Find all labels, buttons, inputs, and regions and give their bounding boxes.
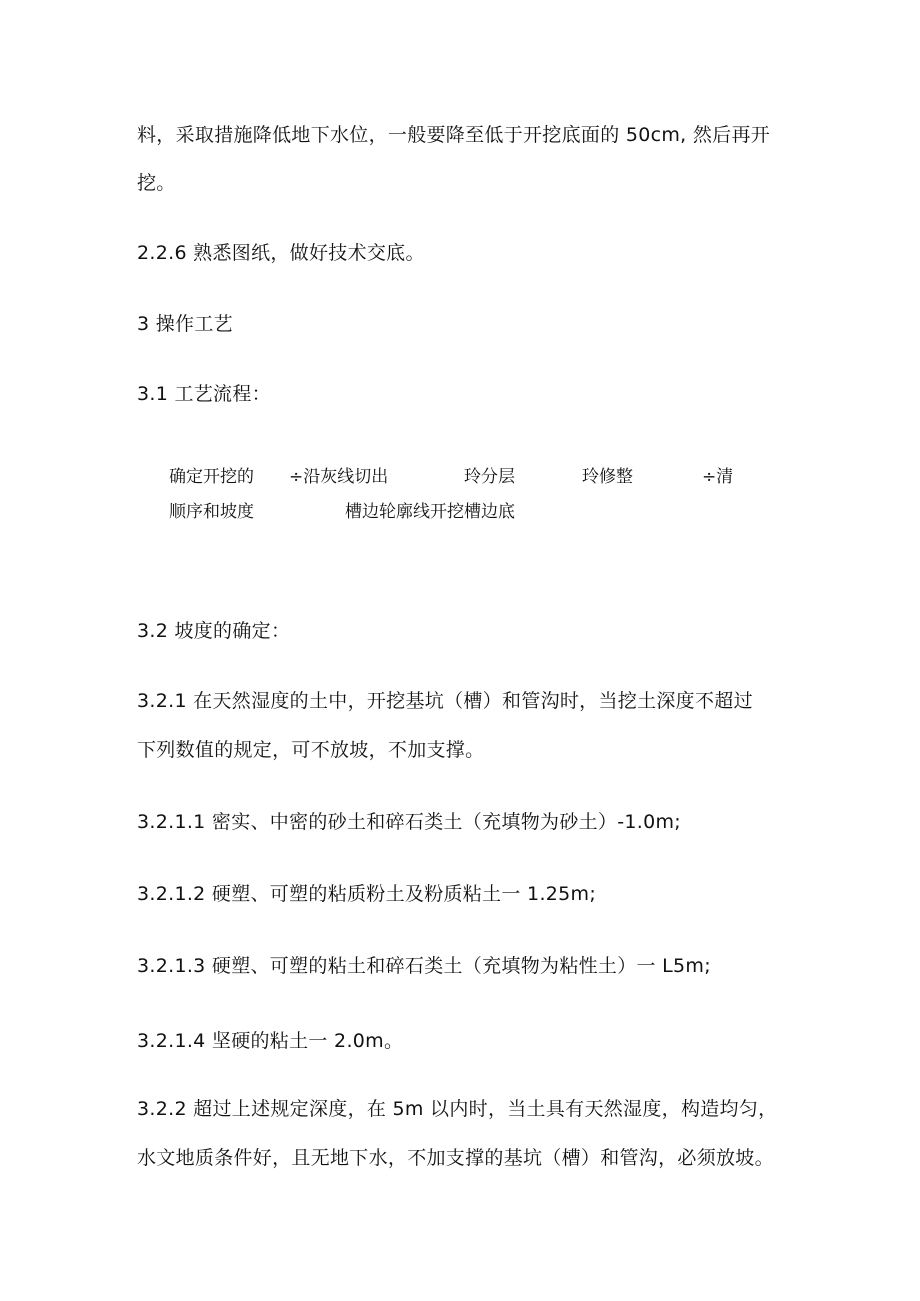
item-3-2-1-2: 3.2.1.2 硬塑、可塑的粘质粉土及粉质粘土一 1.25m; [137, 883, 597, 905]
flow-step-4: 玲修整 [582, 467, 633, 487]
flow-step-5: ÷清 [702, 467, 734, 487]
flow-step-1: 确定开挖的 [169, 467, 254, 487]
item-3-2-1-4: 3.2.1.4 坚硬的粘土一 2.0m。 [137, 1030, 404, 1052]
paragraph-line: 下列数值的规定，可不放坡，不加支撑。 [137, 739, 485, 761]
flow-step-3: 玲分层 [464, 467, 515, 487]
paragraph-line: 料，采取措施降低地下水位，一般要降至低于开挖底面的 50cm, 然后再开 [137, 124, 771, 146]
paragraph-line: 3.2.2 超过上述规定深度，在 5m 以内时，当土具有天然湿度，构造均匀， [137, 1098, 778, 1120]
paragraph-line: 挖。 [137, 172, 176, 194]
item-3-2-1-3: 3.2.1.3 硬塑、可塑的粘土和碎石类土（充填物为粘性土）一 L5m; [137, 955, 711, 977]
item-3-2-1-1: 3.2.1.1 密实、中密的砂土和碎石类土（充填物为砂土）-1.0m; [137, 811, 681, 833]
flow-step-2-cont: 槽边轮廓线开挖槽边底 [345, 502, 515, 522]
heading-3-2: 3.2 坡度的确定： [137, 620, 291, 642]
section-2-2-6: 2.2.6 熟悉图纸，做好技术交底。 [137, 242, 425, 264]
heading-3-1: 3.1 工艺流程： [137, 383, 271, 405]
flow-step-2: ÷沿灰线切出 [289, 467, 389, 487]
flow-step-1-cont: 顺序和坡度 [169, 502, 254, 522]
paragraph-line: 水文地质条件好，且无地下水，不加支撑的基坑（槽）和管沟，必须放坡。 [137, 1147, 774, 1169]
paragraph-line: 3.2.1 在天然湿度的土中，开挖基坑（槽）和管沟时，当挖土深度不超过 [137, 690, 753, 712]
heading-3: 3 操作工艺 [137, 313, 233, 335]
